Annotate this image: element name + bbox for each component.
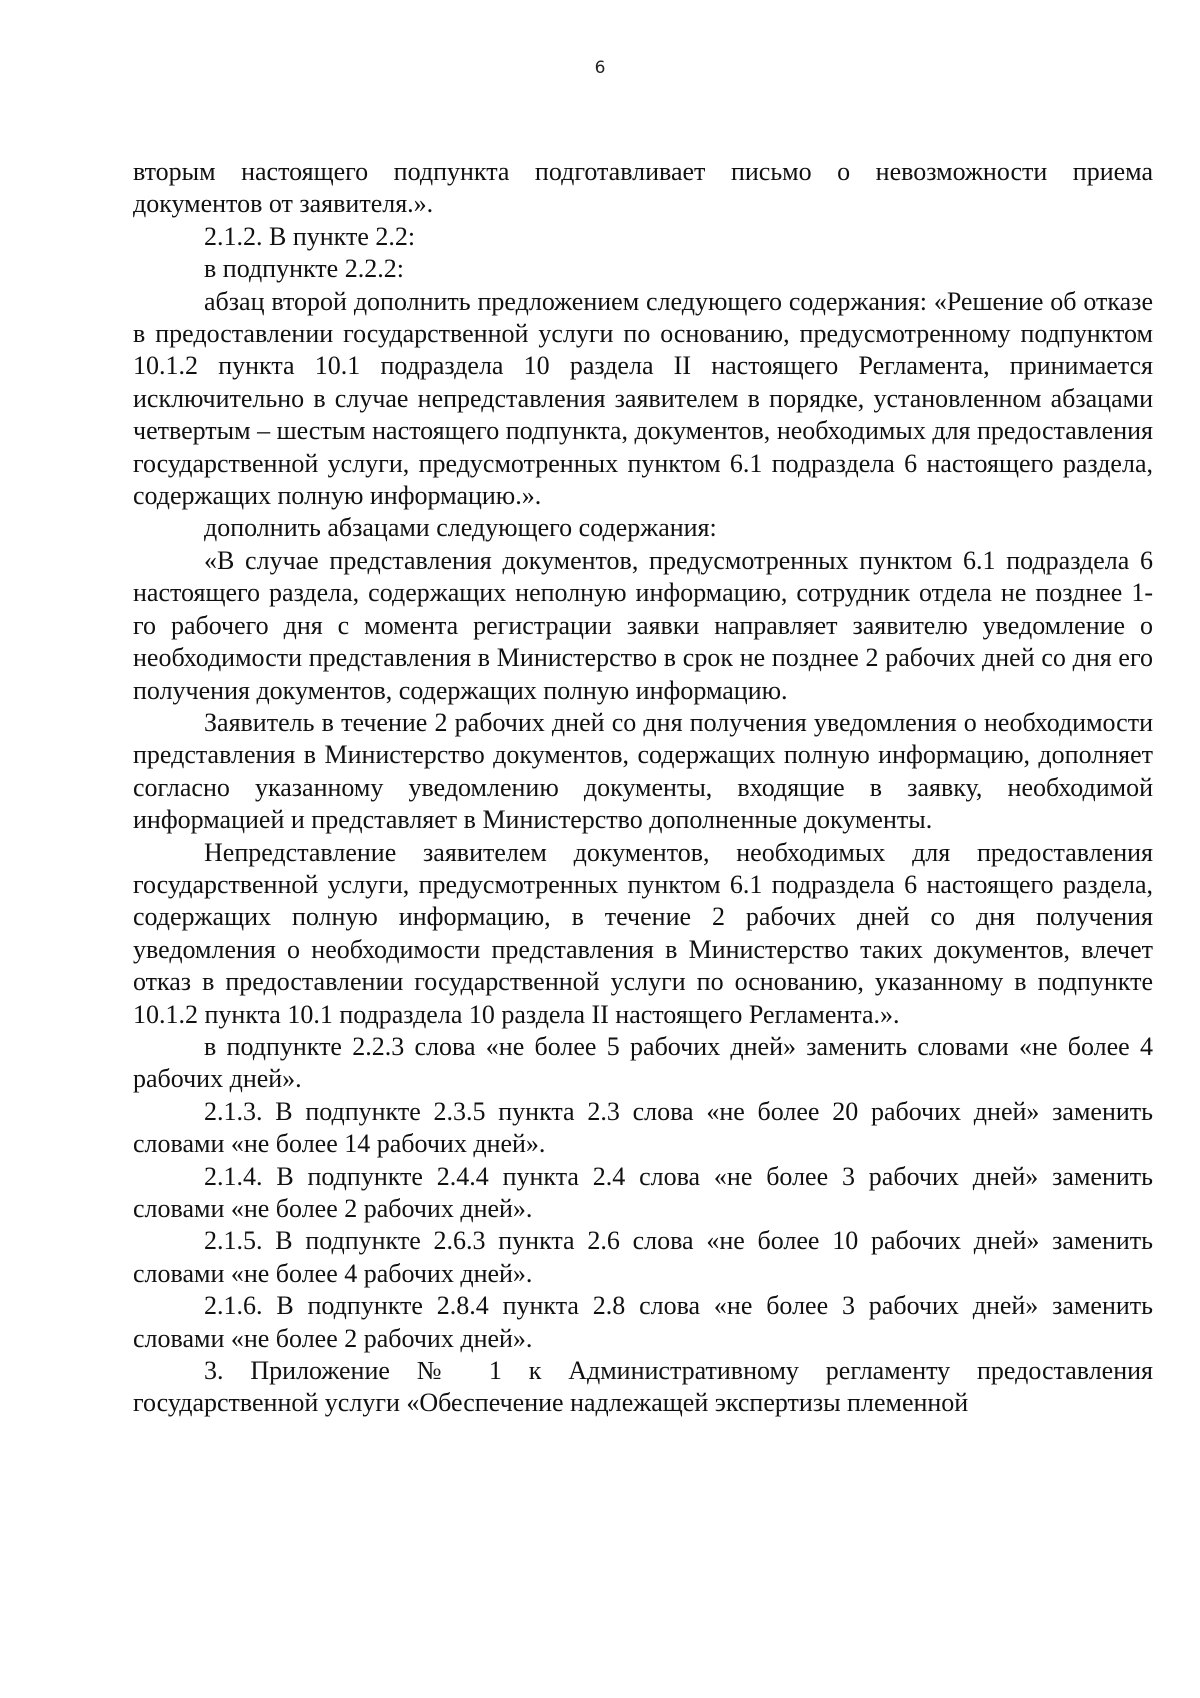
paragraph-continuation: вторым настоящего подпункта подготавливает письмо о невозможности приема документов от заявителя.». [133,157,1153,219]
paragraph-abzats-vtoroy: абзац второй дополнить предложением следующего содержания: «Решение об отказе в предоставлении государственной услуги по основанию, предусмотренному подпунктом 10.1.2 пункта 10.1 подраздела 10 раздела II настоящего Регламента, принимается исключительно в случае непредставления заявителем в порядке, установленном абзацами четвертым – шестым настоящего подпункта, документов, необходимых для предоставления государственной услуги, предусмотренных пунктом 6.1 подраздела 6 настоящего раздела, содержащих полную информацию.». [133,286,1153,511]
document-body [133,156,1153,1420]
paragraph-clause-2-1-4: 2.1.4. В подпункте 2.4.4 пункта 2.4 слова «не более 3 рабочих дней» заменить словами «не более 2 рабочих дней». [133,1161,1153,1223]
paragraph-clause-3: 3. Приложение № 1 к Административному регламенту предоставления государственной услуги «Обеспечение надлежащей экспертизы племенной [133,1356,1153,1418]
page-number: 6 [594,58,606,78]
paragraph-subclause-2-2-2: в подпункте 2.2.2: [204,254,404,284]
paragraph-clause-2-1-2: 2.1.2. В пункте 2.2: [204,221,416,251]
paragraph-clause-2-1-6: 2.1.6. В подпункте 2.8.4 пункта 2.8 слова «не более 3 рабочих дней» заменить словами «не более 2 рабочих дней». [133,1291,1153,1353]
paragraph-nepredstavlenie: Непредставление заявителем документов, необходимых для предоставления государственной услуги, предусмотренных пунктом 6.1 подраздела 6 настоящего раздела, содержащих полную информацию, в течение 2 рабочих дней со дня получения уведомления о необходимости представления в Министерство таких документов, влечет отказ в предоставлении государственной услуги по основанию, указанному в подпункте 10.1.2 пункта 10.1 подраздела 10 раздела II настоящего Регламента.». [133,837,1153,1029]
paragraph-v-sluchae: «В случае представления документов, предусмотренных пунктом 6.1 подраздела 6 настоящего раздела, содержащих неполную информацию, сотрудник отдела не позднее 1-го рабочего дня с момента регистрации заявки направляет заявителю уведомление о необходимости представления в Министерство в срок не позднее 2 рабочих дней со дня его получения документов, содержащих полную информацию. [133,545,1153,705]
paragraph-zayavitel: Заявитель в течение 2 рабочих дней со дня получения уведомления о необходимости представления в Министерство документов, содержащих полную информацию, дополняет согласно указанному уведомлению документы, входящие в заявку, необходимой информацией и представляет в Министерство дополненные документы. [133,707,1153,835]
paragraph-dopolnit-abzatsami: дополнить абзацами следующего содержания: [204,513,717,543]
paragraph-clause-2-1-3: 2.1.3. В подпункте 2.3.5 пункта 2.3 слова «не более 20 рабочих дней» заменить словами «не более 14 рабочих дней». [133,1096,1153,1159]
paragraph-clause-2-1-5: 2.1.5. В подпункте 2.6.3 пункта 2.6 слова «не более 10 рабочих дней» заменить словами «не более 4 рабочих дней». [133,1226,1153,1288]
paragraph-subclause-2-2-3: в подпункте 2.2.3 слова «не более 5 рабочих дней» заменить словами «не более 4 рабочих дней». [133,1031,1153,1094]
